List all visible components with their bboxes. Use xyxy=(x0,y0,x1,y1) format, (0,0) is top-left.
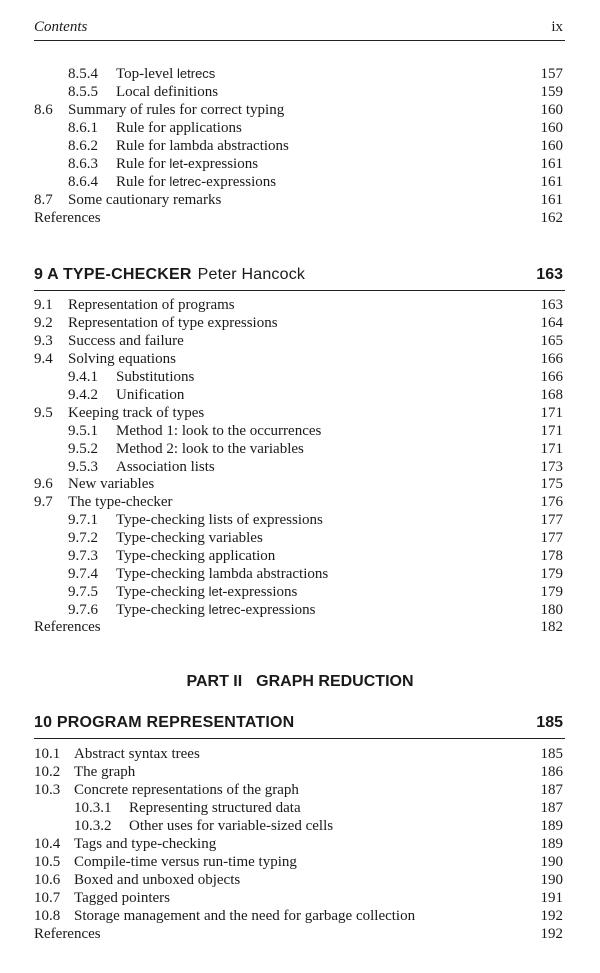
toc-entry: 9.4 Solving equations 166 xyxy=(34,351,563,367)
toc-entry: 10.7 Tagged pointers 191 xyxy=(34,890,563,906)
toc-entry-title: Type-checking variables xyxy=(116,530,263,546)
toc-entry: 9.7.1 Type-checking lists of expressions 177 xyxy=(68,512,563,528)
toc-entry: 10.4 Tags and type-checking 189 xyxy=(34,836,563,852)
toc-entry: 9.4.1 Substitutions 166 xyxy=(68,369,563,385)
toc-entry: 10.3.1 Representing structured data 187 xyxy=(74,800,563,816)
running-head xyxy=(34,18,565,41)
toc-entry-page: 171 xyxy=(540,405,563,421)
toc-entry-title: Rule for applications xyxy=(116,120,242,136)
toc-entry-page: 192 xyxy=(540,926,563,942)
toc-entry: 10.3.2 Other uses for variable-sized cells 189 xyxy=(74,818,563,834)
toc-entry-page: 177 xyxy=(540,512,563,528)
toc-entry: 9.7.4 Type-checking lambda abstractions 179 xyxy=(68,566,563,582)
toc-entry-title: Type-checking lambda abstractions xyxy=(116,566,329,582)
toc-entry: 8.5.4 Top-level letrecs 157 xyxy=(68,66,563,82)
toc-entry: 9.7 The type-checker 176 xyxy=(34,494,563,510)
toc-entry-title: Top-level letrecs xyxy=(116,66,216,82)
toc-entry: 9.7.6 Type-checking letrec-expressions 180 xyxy=(68,602,563,618)
running-head-title: Contents xyxy=(34,19,88,35)
toc-entry-page: 180 xyxy=(540,602,563,618)
toc-entry-title: The graph xyxy=(74,764,136,780)
toc-entry: 9.5.2 Method 2: look to the variables 171 xyxy=(68,441,563,457)
toc-entry: 9.7.3 Type-checking application 178 xyxy=(68,548,563,564)
references-entry: References 162 xyxy=(34,210,563,226)
part-label: PART II xyxy=(186,673,243,690)
toc-entry: 9.7.5 Type-checking let-expressions 179 xyxy=(68,584,563,600)
toc-entry-title: Type-checking letrec-expressions xyxy=(116,602,316,618)
toc-entry: 9.5.3 Association lists 173 xyxy=(68,459,563,475)
chapter-author: Peter Hancock xyxy=(197,266,306,283)
toc-entry-page: 186 xyxy=(540,764,563,780)
toc-entry-page: 179 xyxy=(540,566,563,582)
toc-entry-page: 190 xyxy=(540,854,563,870)
toc-entry-page: 160 xyxy=(540,120,563,136)
toc-entry-page: 191 xyxy=(540,890,563,906)
toc-entry-title: Type-checking let-expressions xyxy=(116,584,298,600)
toc-entry-page: 192 xyxy=(540,908,563,924)
chapter-heading xyxy=(34,266,565,291)
toc-entry-title: Representation of type expressions xyxy=(68,315,278,331)
toc-entry-title: Success and failure xyxy=(68,333,184,349)
chapter-title: 9 A TYPE-CHECKER xyxy=(34,266,192,283)
toc-entry-page: 187 xyxy=(540,800,563,816)
part-title: GRAPH REDUCTION xyxy=(256,673,414,690)
toc-entry-title: Substitutions xyxy=(116,369,195,385)
toc-entry-page: 161 xyxy=(540,192,563,208)
toc-entry-title: Some cautionary remarks xyxy=(68,192,222,208)
toc-entry-page: 175 xyxy=(540,476,563,492)
toc-entry-title: Abstract syntax trees xyxy=(74,746,200,762)
toc-entry-title: Summary of rules for correct typing xyxy=(68,102,285,118)
toc-entry-title: Solving equations xyxy=(68,351,176,367)
toc-entry: 8.6.4 Rule for letrec-expressions 161 xyxy=(68,174,563,190)
toc-entry-title: Other uses for variable-sized cells xyxy=(129,818,334,834)
toc-entry-title: New variables xyxy=(68,476,155,492)
toc-entry-title: Method 1: look to the occurrences xyxy=(116,423,322,439)
toc-entry-page: 177 xyxy=(540,530,563,546)
toc-entry-page: 182 xyxy=(540,619,563,635)
toc-entry: 9.3 Success and failure 165 xyxy=(34,333,563,349)
toc-entry-page: 176 xyxy=(540,494,563,510)
toc-entry: 10.2 The graph 186 xyxy=(34,764,563,780)
toc-entry-page: 178 xyxy=(540,548,563,564)
toc-entry-page: 160 xyxy=(540,102,563,118)
toc-entry-page: 179 xyxy=(540,584,563,600)
toc-entry-page: 187 xyxy=(540,782,563,798)
toc-entry-page: 157 xyxy=(540,66,563,82)
toc-entry: 9.2 Representation of type expressions 164 xyxy=(34,315,563,331)
toc-entry: 10.1 Abstract syntax trees 185 xyxy=(34,746,563,762)
toc-entry: 9.1 Representation of programs 163 xyxy=(34,297,563,313)
toc-entry-title: Rule for lambda abstractions xyxy=(116,138,289,154)
toc-entry: 9.5 Keeping track of types 171 xyxy=(34,405,563,421)
toc-entry-title: Type-checking application xyxy=(116,548,276,564)
toc-entry: 8.6.3 Rule for let-expressions 161 xyxy=(68,156,563,172)
toc-entry: 8.6.1 Rule for applications 160 xyxy=(68,120,563,136)
chapter-page: 185 xyxy=(536,714,563,731)
toc-entry-title: Concrete representations of the graph xyxy=(74,782,299,798)
toc-entry: 8.5.5 Local definitions 159 xyxy=(68,84,563,100)
toc-entry: 10.5 Compile-time versus run-time typing 190 xyxy=(34,854,563,870)
toc-entry-page: 190 xyxy=(540,872,563,888)
toc-entry: 9.5.1 Method 1: look to the occurrences 171 xyxy=(68,423,563,439)
toc-entry-title: Local definitions xyxy=(116,84,219,100)
toc-entry: 8.6.2 Rule for lambda abstractions 160 xyxy=(68,138,563,154)
toc-entry-page: 173 xyxy=(540,459,563,475)
part-heading xyxy=(0,673,600,691)
toc-entry-title: Rule for let-expressions xyxy=(116,156,259,172)
toc-entry: 9.6 New variables 175 xyxy=(34,476,563,492)
toc-entry-page: 189 xyxy=(540,818,563,834)
toc-entry: 8.7 Some cautionary remarks 161 xyxy=(34,192,563,208)
page-number: ix xyxy=(551,19,563,35)
toc-entry-page: 185 xyxy=(540,746,563,762)
toc-entry-title: Tags and type-checking xyxy=(74,836,217,852)
toc-entry: 9.4.2 Unification 168 xyxy=(68,387,563,403)
toc-entry: 10.6 Boxed and unboxed objects 190 xyxy=(34,872,563,888)
references-entry: References 182 xyxy=(34,619,563,635)
toc-entry: 10.3 Concrete representations of the graph 187 xyxy=(34,782,563,798)
toc-entry-title: Type-checking lists of expressions xyxy=(116,512,323,528)
toc-entry: 8.6 Summary of rules for correct typing 160 xyxy=(34,102,563,118)
toc-entry-page: 162 xyxy=(540,210,563,226)
chapter-title: 10 PROGRAM REPRESENTATION xyxy=(34,714,295,731)
toc-entry-title: Unification xyxy=(116,387,185,403)
toc-entry-page: 163 xyxy=(540,297,563,313)
toc-entry: 9.7.2 Type-checking variables 177 xyxy=(68,530,563,546)
toc-entry-title: The type-checker xyxy=(68,494,173,510)
toc-entry-title: Representation of programs xyxy=(68,297,235,313)
toc-entry-page: 166 xyxy=(540,369,563,385)
toc-entry-title: Rule for letrec-expressions xyxy=(116,174,277,190)
toc-entry-page: 161 xyxy=(540,174,563,190)
toc-entry-page: 171 xyxy=(540,441,563,457)
references-entry: References 192 xyxy=(34,926,563,942)
toc-entry-page: 159 xyxy=(540,84,563,100)
toc-entry-page: 164 xyxy=(540,315,563,331)
toc-entry-title: Tagged pointers xyxy=(74,890,171,906)
toc-entry-title: Compile-time versus run-time typing xyxy=(74,854,297,870)
toc-entry-title: Storage management and the need for garbage collection xyxy=(74,908,416,924)
toc-entry-page: 160 xyxy=(540,138,563,154)
toc-entry-page: 168 xyxy=(540,387,563,403)
toc-entry-title: Keeping track of types xyxy=(68,405,205,421)
toc-entry-page: 166 xyxy=(540,351,563,367)
toc-entry-title: Boxed and unboxed objects xyxy=(74,872,241,888)
chapter-page: 163 xyxy=(536,266,563,283)
chapter-heading xyxy=(34,714,565,739)
toc-entry-title: Method 2: look to the variables xyxy=(116,441,304,457)
toc-entry-page: 189 xyxy=(540,836,563,852)
toc-entry-page: 161 xyxy=(540,156,563,172)
toc-entry-title: Representing structured data xyxy=(129,800,301,816)
toc-entry-page: 171 xyxy=(540,423,563,439)
toc-entry-page: 165 xyxy=(540,333,563,349)
toc-entry-title: Association lists xyxy=(116,459,215,475)
toc-entry: 10.8 Storage management and the need for garbage collection 192 xyxy=(34,908,563,924)
